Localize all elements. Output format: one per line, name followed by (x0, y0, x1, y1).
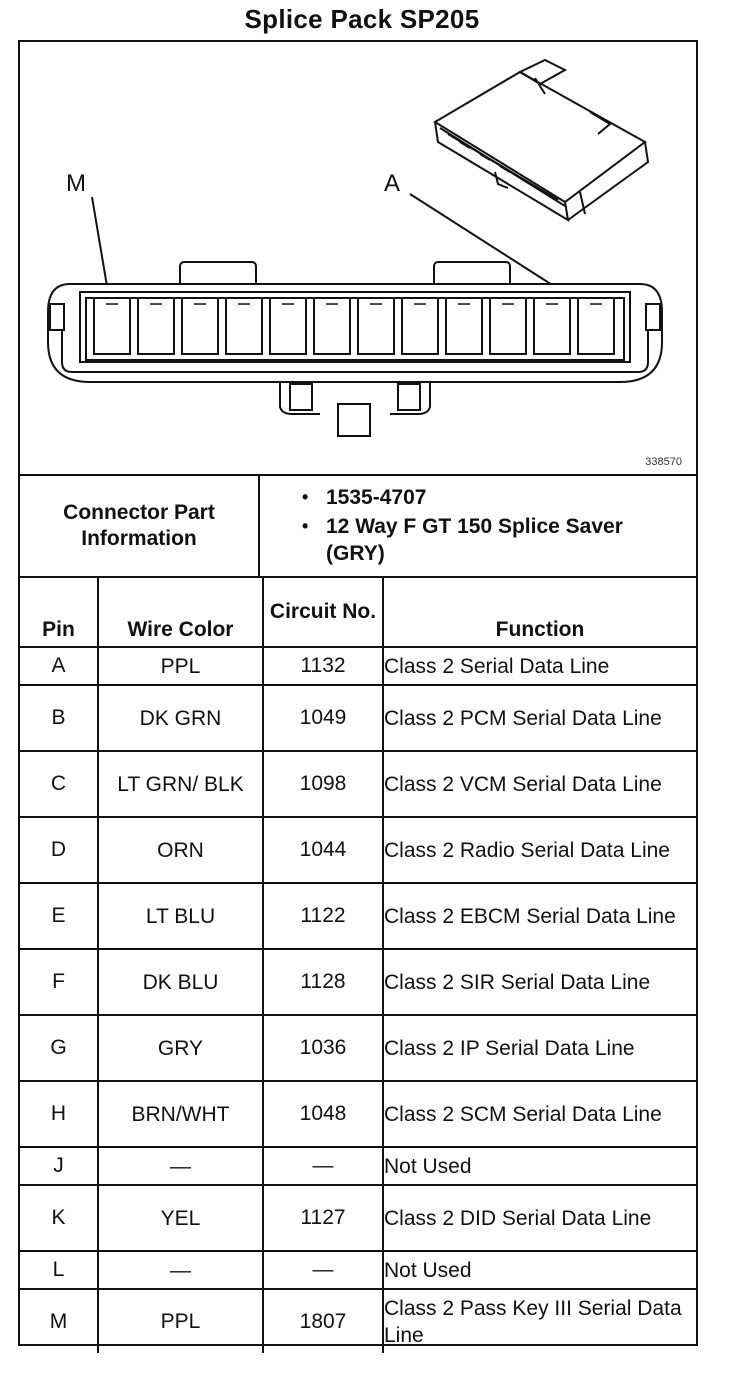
table-row (20, 751, 696, 817)
circuit-cell: 1048 (263, 1081, 383, 1147)
connector-perspective-drawing (435, 60, 648, 220)
circuit-cell: 1036 (263, 1015, 383, 1081)
circuit-cell: — (263, 1147, 383, 1185)
table-row (20, 1081, 696, 1147)
pin-cell: B (20, 685, 98, 751)
circuit-cell: — (263, 1251, 383, 1289)
table-row (20, 685, 696, 751)
table-row (20, 1251, 696, 1289)
connector-diagram (20, 42, 696, 476)
pin-cell: C (20, 751, 98, 817)
pin-cell: D (20, 817, 98, 883)
header-function: Function (383, 578, 696, 647)
circuit-cell: 1049 (263, 685, 383, 751)
wire-color-cell: BRN/WHT (98, 1081, 263, 1147)
figure-id: 338570 (645, 456, 682, 468)
table-row (20, 1185, 696, 1251)
table-row (20, 1015, 696, 1081)
pin-table (20, 578, 696, 1353)
wire-color-cell: LT GRN/ BLK (98, 751, 263, 817)
splice-pack-frame (18, 40, 698, 1346)
table-row (20, 949, 696, 1015)
connector-info (20, 476, 696, 578)
pin-label-a: A (384, 170, 401, 197)
wire-color-cell: DK GRN (98, 685, 263, 751)
pin-cell: M (20, 1289, 98, 1353)
function-cell: Class 2 Serial Data Line (383, 647, 696, 685)
function-cell: Not Used (383, 1251, 696, 1289)
table-row (20, 1147, 696, 1185)
pin-cell: H (20, 1081, 98, 1147)
circuit-cell: 1127 (263, 1185, 383, 1251)
table-row (20, 817, 696, 883)
table-header-row (20, 578, 696, 647)
circuit-cell: 1807 (263, 1289, 383, 1353)
function-cell: Class 2 DID Serial Data Line (383, 1185, 696, 1251)
wire-color-cell: PPL (98, 1289, 263, 1353)
pin-cell: A (20, 647, 98, 685)
circuit-cell: 1122 (263, 883, 383, 949)
connector-illustration (20, 42, 696, 474)
wire-color-cell: LT BLU (98, 883, 263, 949)
pin-cell: K (20, 1185, 98, 1251)
pin-cell: J (20, 1147, 98, 1185)
function-cell: Class 2 PCM Serial Data Line (383, 685, 696, 751)
function-cell: Class 2 SIR Serial Data Line (383, 949, 696, 1015)
circuit-cell: 1128 (263, 949, 383, 1015)
pin-cell: E (20, 883, 98, 949)
wire-color-cell: DK BLU (98, 949, 263, 1015)
circuit-cell: 1098 (263, 751, 383, 817)
table-row (20, 883, 696, 949)
function-cell: Class 2 Pass Key III Serial Data Line (383, 1289, 696, 1353)
function-cell: Class 2 VCM Serial Data Line (383, 751, 696, 817)
header-pin: Pin (20, 578, 98, 647)
wire-color-cell: PPL (98, 647, 263, 685)
connector-description: • 12 Way F GT 150 Splice Saver (GRY) (300, 513, 686, 567)
function-cell: Class 2 IP Serial Data Line (383, 1015, 696, 1081)
function-cell: Class 2 SCM Serial Data Line (383, 1081, 696, 1147)
connector-info-list (260, 476, 696, 576)
wire-color-cell: YEL (98, 1185, 263, 1251)
wire-color-cell: ORN (98, 817, 263, 883)
function-cell: Class 2 EBCM Serial Data Line (383, 883, 696, 949)
circuit-cell: 1044 (263, 817, 383, 883)
wire-color-cell: — (98, 1147, 263, 1185)
table-row (20, 647, 696, 685)
pin-cell: L (20, 1251, 98, 1289)
wire-color-cell: — (98, 1251, 263, 1289)
header-wire-color: Wire Color (98, 578, 263, 647)
table-row (20, 1289, 696, 1353)
circuit-cell: 1132 (263, 647, 383, 685)
pin-label-m: M (66, 170, 86, 197)
connector-part-number: • 1535-4707 (300, 484, 686, 511)
connector-info-label: Connector Part Information (20, 476, 260, 576)
function-cell: Not Used (383, 1147, 696, 1185)
pin-cell: F (20, 949, 98, 1015)
page-title: Splice Pack SP205 (244, 4, 480, 34)
function-cell: Class 2 Radio Serial Data Line (383, 817, 696, 883)
wire-color-cell: GRY (98, 1015, 263, 1081)
pin-cell: G (20, 1015, 98, 1081)
header-circuit-no: Circuit No. (263, 578, 383, 647)
